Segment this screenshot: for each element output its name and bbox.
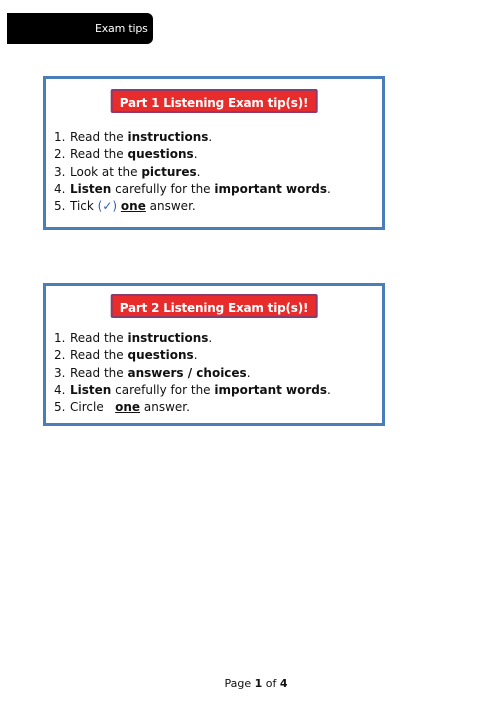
item-keyword-underlined: one — [115, 400, 141, 415]
item-text: Read the — [70, 147, 128, 162]
item-keyword: important words — [214, 382, 328, 397]
item-number: 1. — [54, 331, 66, 345]
list-item — [54, 399, 331, 416]
item-text: . — [327, 181, 331, 196]
list-item — [54, 181, 331, 198]
list-item — [54, 129, 331, 146]
item-number: 5. — [54, 400, 66, 415]
item-text: Circle — [70, 400, 116, 415]
list-item — [54, 365, 331, 382]
item-text: . — [193, 348, 198, 363]
part1-tip-list — [54, 129, 331, 215]
item-text: . — [246, 365, 251, 380]
item-text: answer. — [145, 199, 196, 214]
item-text: . — [193, 147, 198, 162]
item-text: . — [327, 382, 331, 397]
tick-mark-icon: (✓) — [97, 199, 118, 214]
list-item — [54, 330, 331, 347]
item-number: 2. — [54, 348, 66, 363]
item-keyword: Listen — [70, 382, 112, 397]
item-number: 3. — [54, 365, 66, 380]
item-text: . — [208, 331, 213, 345]
item-number: 4. — [54, 382, 66, 397]
part1-tip-box — [43, 76, 385, 230]
page-footer — [0, 677, 504, 690]
item-keyword: answers / choices — [127, 365, 247, 380]
list-item — [54, 146, 331, 163]
part1-title: Part 1 Listening Exam tip(s)! — [111, 89, 318, 113]
item-keyword: questions — [127, 348, 194, 363]
item-text: carefully for the — [111, 181, 215, 196]
part2-title: Part 2 Listening Exam tip(s)! — [111, 294, 318, 318]
item-keyword: pictures — [141, 164, 197, 179]
item-text: Read the — [70, 130, 128, 144]
item-keyword: important words — [214, 181, 328, 196]
header-tab — [7, 13, 153, 44]
item-keyword: Listen — [70, 181, 112, 196]
header-tab-label: Exam tips — [95, 22, 148, 35]
page-label: Page — [224, 677, 255, 690]
part2-tip-list — [54, 330, 331, 416]
list-item — [54, 347, 331, 364]
item-text: Tick — [70, 199, 98, 214]
item-text: Read the — [70, 348, 128, 363]
item-text: . — [208, 130, 213, 144]
item-keyword-underlined: one — [120, 199, 146, 214]
item-number: 4. — [54, 181, 66, 196]
page-current: 1 — [254, 677, 263, 690]
item-text: carefully for the — [111, 382, 215, 397]
page-total: 4 — [279, 677, 288, 690]
list-item — [54, 198, 331, 215]
item-keyword: questions — [127, 147, 194, 162]
item-number: 2. — [54, 147, 66, 162]
item-text: Look at the — [70, 164, 142, 179]
list-item — [54, 382, 331, 399]
item-keyword: instructions — [127, 130, 209, 144]
item-keyword: instructions — [127, 331, 209, 345]
list-item — [54, 164, 331, 181]
item-number: 1. — [54, 130, 66, 144]
item-text: answer. — [140, 400, 190, 415]
page-of-label: of — [262, 677, 280, 690]
item-number: 3. — [54, 164, 66, 179]
item-number: 5. — [54, 199, 66, 214]
item-text: Read the — [70, 365, 128, 380]
part2-tip-box — [43, 283, 385, 426]
item-text: Read the — [70, 331, 128, 345]
item-text: . — [196, 164, 201, 179]
